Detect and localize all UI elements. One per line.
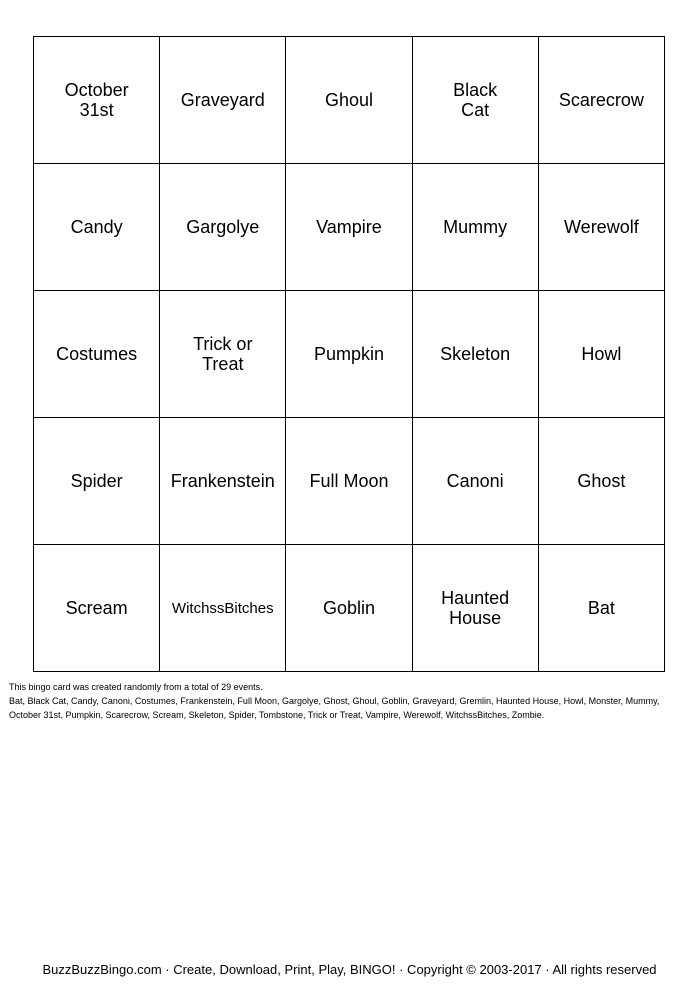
bingo-cell-text: Gargolye: [186, 217, 260, 237]
bingo-cell-text: Frankenstein: [170, 471, 275, 491]
bingo-cell: [412, 545, 538, 672]
bingo-cell-text: Graveyard: [180, 90, 265, 110]
bingo-row: [34, 291, 665, 418]
bingo-cell: [412, 37, 538, 164]
bingo-cell-text: Goblin: [322, 598, 375, 618]
bingo-cell: [412, 164, 538, 291]
bingo-cell-text: Werewolf: [564, 217, 639, 237]
bingo-cell: [412, 418, 538, 545]
bingo-cell: [34, 418, 160, 545]
bingo-cell: [160, 164, 286, 291]
bingo-cell: [538, 418, 664, 545]
bingo-row: [34, 37, 665, 164]
bingo-cell-text: Pumpkin: [313, 344, 384, 364]
bingo-cell-text: Trick or Treat: [193, 334, 253, 374]
bingo-cell: [286, 164, 412, 291]
bingo-cell: [34, 545, 160, 672]
bingo-cell: [412, 291, 538, 418]
bingo-cell-text: Ghost: [577, 471, 626, 491]
bingo-cell: [538, 545, 664, 672]
bingo-cell-text: Ghoul: [324, 90, 373, 110]
bingo-cell: [34, 37, 160, 164]
bingo-cell-text: Spider: [70, 471, 123, 491]
bingo-cell: [286, 545, 412, 672]
bingo-card: [33, 36, 665, 672]
bingo-cell-text: Candy: [70, 217, 123, 237]
bingo-cell-text: Bat: [587, 598, 615, 618]
bingo-cell-text: Full Moon: [309, 471, 389, 491]
bingo-row: [34, 164, 665, 291]
bingo-cell: [286, 291, 412, 418]
bingo-cell-text: Canoni: [446, 471, 504, 491]
bingo-cell: [538, 37, 664, 164]
bingo-cell-text: Costumes: [56, 344, 138, 364]
bingo-cell: [34, 291, 160, 418]
bingo-cell-text: Scream: [65, 598, 128, 618]
bingo-cell-text: Howl: [581, 344, 622, 364]
card-info: [9, 680, 691, 722]
bingo-cell: [160, 545, 286, 672]
bingo-cell: [286, 37, 412, 164]
bingo-cell-text: Skeleton: [440, 344, 511, 364]
bingo-cell: [538, 291, 664, 418]
bingo-cell-text: Mummy: [443, 217, 508, 237]
card-summary: This bingo card was created randomly from a total of 29 events.: [9, 682, 263, 692]
events-list: Bat, Black Cat, Candy, Canoni, Costumes, Frankenstein, Full Moon, Gargolye, Ghost, Ghoul, Goblin, Graveyard, Gremlin, Haunted House, Howl, Monster, Mummy, October 31st, Pumpkin, Scarecrow, Scream, Skeleton, Spider, Tombstone, Trick or Treat, Vampire, Werewolf, WitchssBitches, Zombie.: [9, 696, 660, 720]
bingo-cell-text: Vampire: [316, 217, 382, 237]
bingo-cell: [538, 164, 664, 291]
bingo-cell-text: Black Cat: [453, 80, 498, 120]
bingo-cell: [160, 418, 286, 545]
bingo-row: [34, 545, 665, 672]
bingo-cell: [160, 37, 286, 164]
bingo-row: [34, 418, 665, 545]
page-footer: BuzzBuzzBingo.com · Create, Download, Print, Play, BINGO! · Copyright © 2003-2017 · All rights reserved: [42, 962, 657, 977]
bingo-cell: [286, 418, 412, 545]
bingo-cell-text: October 31st: [64, 80, 129, 120]
bingo-cell: [34, 164, 160, 291]
bingo-cell-text: Scarecrow: [558, 90, 644, 110]
bingo-cell-text: Haunted House: [441, 588, 510, 628]
bingo-cell-text: WitchssBitches: [171, 600, 274, 617]
bingo-cell: [160, 291, 286, 418]
